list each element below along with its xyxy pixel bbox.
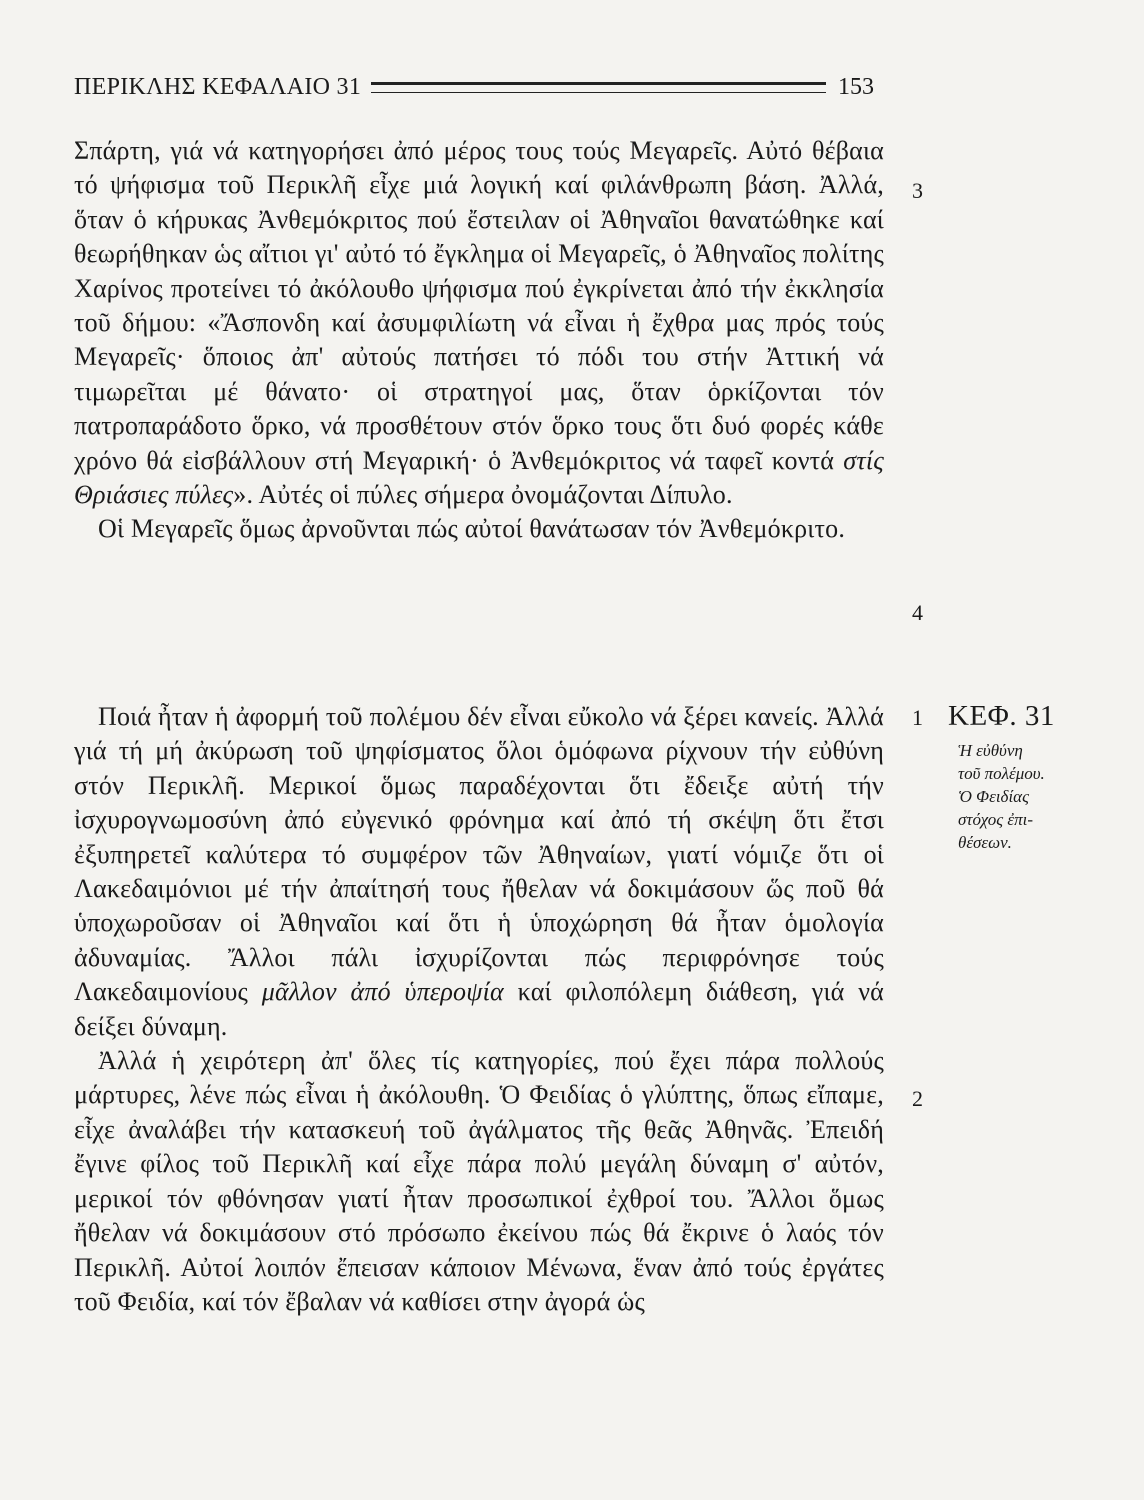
running-head-title: ΠΕΡΙΚΛΗΣ ΚΕΦΑΛΑΙΟ 31	[74, 73, 362, 100]
summary-line: Ἡ εὐθύνη	[958, 741, 1023, 760]
paragraph	[74, 134, 884, 512]
summary-line: θέσεων.	[958, 833, 1012, 852]
italic-phrase: μᾶλλον ἀπό ὑπεροψία	[261, 977, 504, 1007]
text-section-a	[74, 134, 884, 547]
paragraph: Ἀλλά ἡ χειρότερη ἀπ' ὅλες τίς κατηγορίες, πού ἔχει πάρα πολλούς μάρτυρες, λένε πώς εἶναι ἡ ἀκόλουθη. Ὁ Φειδίας ὁ γλύπτης, ὅπως εἴπαμε, εἶχε ἀναλάβει τήν κατασκευή τοῦ ἀγάλματος τῆς θεᾶς Ἀθηνᾶς. Ἐπειδή ἔγινε φίλος τοῦ Περικλῆ καί εἶχε πάρα πολύ μεγάλη δύναμη σ' αὐτόν, μερικοί τόν φθόνησαν γιατί ἦταν προσωπικοί ἐχθροί του. Ἄλλοι ὅμως ἤθελαν νά δοκιμάσουν στό πρόσωπο ἐκείνου πώς θά ἔκρινε ὁ λαός τόν Περικλῆ. Αὐτοί λοιπόν ἔπεισαν κάποιον Μένωνα, ἕναν ἀπό τούς ἐργάτες τοῦ Φειδία, καί τόν ἔβαλαν νά καθίσει στην ἀγορά ὡς	[74, 1046, 884, 1316]
running-head-rule	[371, 82, 826, 93]
paragraph	[74, 700, 884, 1044]
summary-line: τοῦ πολέμου.	[958, 764, 1045, 783]
paragraph-text-end: ». Αὐτές οἱ πύλες σήμερα ὀνομάζονται Δίπυλο.	[233, 480, 733, 510]
paragraph-text: Ποιά ἦταν ἡ ἀφορμή τοῦ πολέμου δέν εἶναι εὔκολο νά ξέρει κανείς. Ἀλλά γιά τή μή ἀκύρωση τοῦ ψηφίσματος ὅλοι ὁμόφωνα ρίχνουν τήν εὐθύνη στόν Περικλῆ. Μερικοί ὅμως παραδέχονται ὅτι ἔδειξε αὐτή τήν ἰσχυρογνωμοσύνη ἀπό εὐγενικό φρόνημα καί ἀπό τή σκέψη ὅτι ἔτσι ἐξυπηρετεῖ καλύτερα τό συμφέρον τῶν Ἀθηναίων, γιατί νόμιζε ὅτι οἱ Λακεδαιμόνιοι μέ τήν ἀπαίτησή τους ἤθελαν νά δοκιμάσουν ὥς ποῦ θά ὑποχωροῦσαν οἱ Ἀθηναῖοι καί ὅτι ἡ ὑποχώρηση θά ἦταν ὁμολογία ἀδυναμίας. Ἄλλοι πάλι ἰσχυρίζονται πώς περιφρόνησε τούς Λακεδαιμονίους	[74, 702, 884, 1007]
summary-line: στόχος ἐπι-	[958, 810, 1033, 829]
paragraph: Οἱ Μεγαρεῖς ὅμως ἀρνοῦνται πώς αὐτοί θανάτωσαν τόν Ἀνθεμόκριτο.	[98, 514, 846, 544]
paragraph-text: Σπάρτη, γιά νά κατηγορήσει ἀπό μέρος τους τούς Μεγαρεῖς. Αὐτό θέβαια τό ψήφισμα τοῦ Περικλῆ εἶχε μιά λογική καί φιλάνθρωπη βάση. Ἀλλά, ὅταν ὁ κήρυκας Ἀνθεμόκριτος πού ἔστειλαν οἱ Ἀθηναῖοι θανατώθηκε καί θεωρήθηκαν ὡς αἴτιοι γι' αὐτό τό ἔγκλημα οἱ Μεγαρεῖς, ὁ Ἀθηναῖος πολίτης Χαρίνος προτείνει τό ἀκόλουθο ψήφισμα πού ἐγκρίνεται ἀπό τήν ἐκκλησία τοῦ δήμου: «Ἄσπονδη καί ἀσυμφιλίωτη νά εἶναι ἡ ἔχθρα μας πρός τούς Μεγαρεῖς· ὅποιος ἀπ' αὐτούς πατήσει τό πόδι του στήν Ἀττική νά τιμωρεῖται μέ θάνατο· οἱ στρατηγοί μας, ὅταν ὁρκίζονται τόν πατροπαράδοτο ὅρκο, νά προσθέτουν στόν ὅρκο τους ὅτι δυό φορές κάθε χρόνο θά εἰσβάλλουν στή Μεγαρική· ὁ Ἀνθεμόκριτος νά ταφεῖ κοντά	[74, 136, 884, 475]
chapter-summary	[948, 739, 1098, 854]
margin-section-number: 2	[912, 1086, 923, 1111]
margin-section-number: 4	[912, 600, 923, 625]
chapter-marginal-note	[948, 700, 1098, 854]
summary-line: Ὁ Φειδίας	[958, 787, 1029, 806]
italic-phrase: στίς Θριάσιες πύλες	[74, 445, 884, 510]
page-number: 153	[838, 73, 874, 100]
paragraph-text-end: καί φιλοπόλεμη διάθεση, γιά νά δείξει δύναμη.	[74, 977, 884, 1041]
margin-section-number: 1	[912, 705, 923, 730]
margin-section-number: 3	[912, 178, 923, 203]
running-head	[74, 72, 874, 102]
text-section-b	[74, 700, 884, 1319]
chapter-heading: ΚΕΦ. 31	[948, 700, 1055, 732]
